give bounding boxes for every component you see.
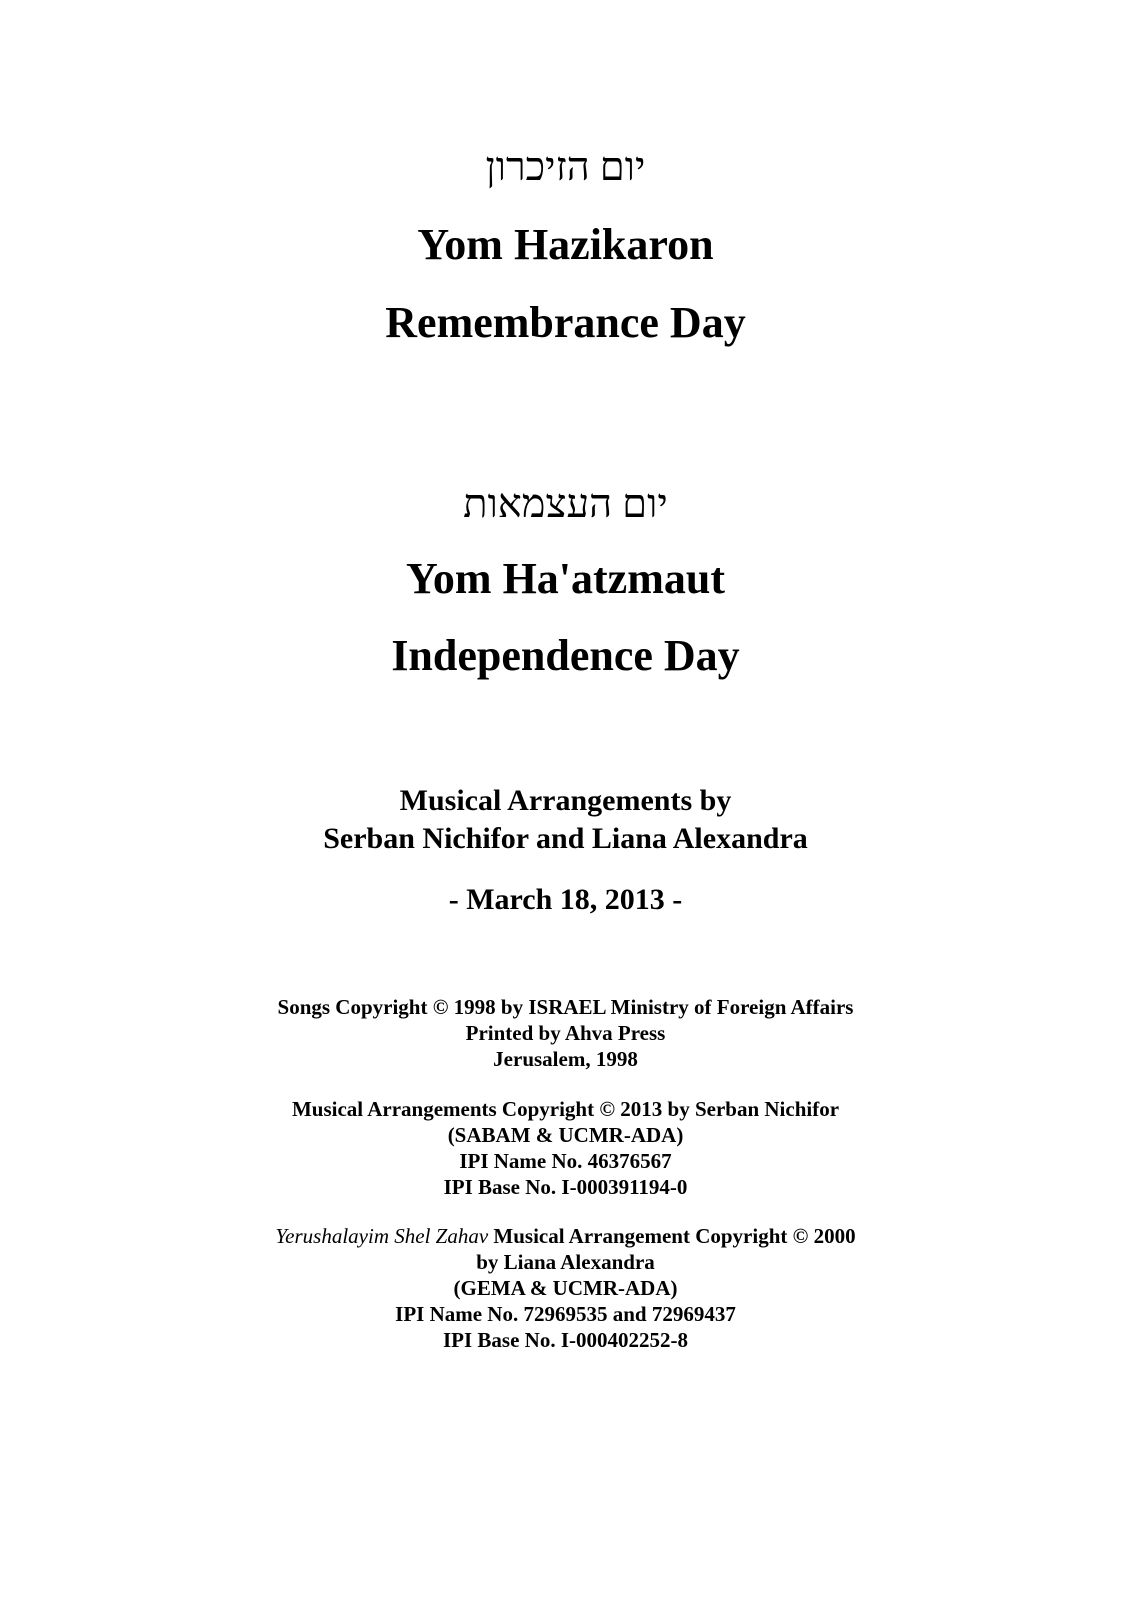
yerushalayim-copyright-line-1	[0, 1224, 1131, 1249]
title-independence-day: Independence Day	[391, 631, 740, 680]
arrangements-copyright-line-2: (SABAM & UCMR-ADA)	[447, 1123, 684, 1147]
arrangement-credit-line-1: Musical Arrangements by	[399, 784, 732, 817]
arrangement-credit-line-2: Serban Nichifor and Liana Alexandra	[323, 822, 808, 855]
yerushalayim-copyright-line-5: IPI Base No. I-000402252-8	[443, 1328, 688, 1352]
arrangements-copyright-line-1: Musical Arrangements Copyright © 2013 by Serban Nichifor	[291, 1097, 840, 1121]
arrangements-copyright-line-4: IPI Base No. I-000391194-0	[443, 1175, 688, 1199]
hebrew-title-yom-hazikaron: יום הזיכרון	[485, 144, 646, 189]
arrangements-copyright-line-3: IPI Name No. 46376567	[459, 1149, 672, 1173]
yerushalayim-copyright-line-1-rest: Musical Arrangement Copyright © 2000	[488, 1224, 856, 1248]
yerushalayim-copyright-line-4: IPI Name No. 72969535 and 72969437	[395, 1302, 736, 1326]
hebrew-title-yom-haatzmaut: יום העצמאות	[463, 481, 668, 526]
songs-copyright-line-3: Jerusalem, 1998	[493, 1047, 638, 1071]
arrangement-date: - March 18, 2013 -	[448, 883, 683, 916]
title-yom-haatzmaut: Yom Ha'atzmaut	[406, 554, 725, 603]
songs-copyright-line-2: Printed by Ahva Press	[465, 1021, 666, 1045]
title-remembrance-day: Remembrance Day	[385, 298, 746, 347]
title-yom-hazikaron: Yom Hazikaron	[417, 220, 714, 269]
yerushalayim-copyright-line-3: (GEMA & UCMR-ADA)	[453, 1276, 678, 1300]
yerushalayim-copyright-line-2: by Liana Alexandra	[476, 1250, 655, 1274]
songs-copyright-line-1: Songs Copyright © 1998 by ISRAEL Ministry of Foreign Affairs	[277, 995, 854, 1019]
song-title-yerushalayim: Yerushalayim Shel Zahav	[275, 1224, 489, 1248]
